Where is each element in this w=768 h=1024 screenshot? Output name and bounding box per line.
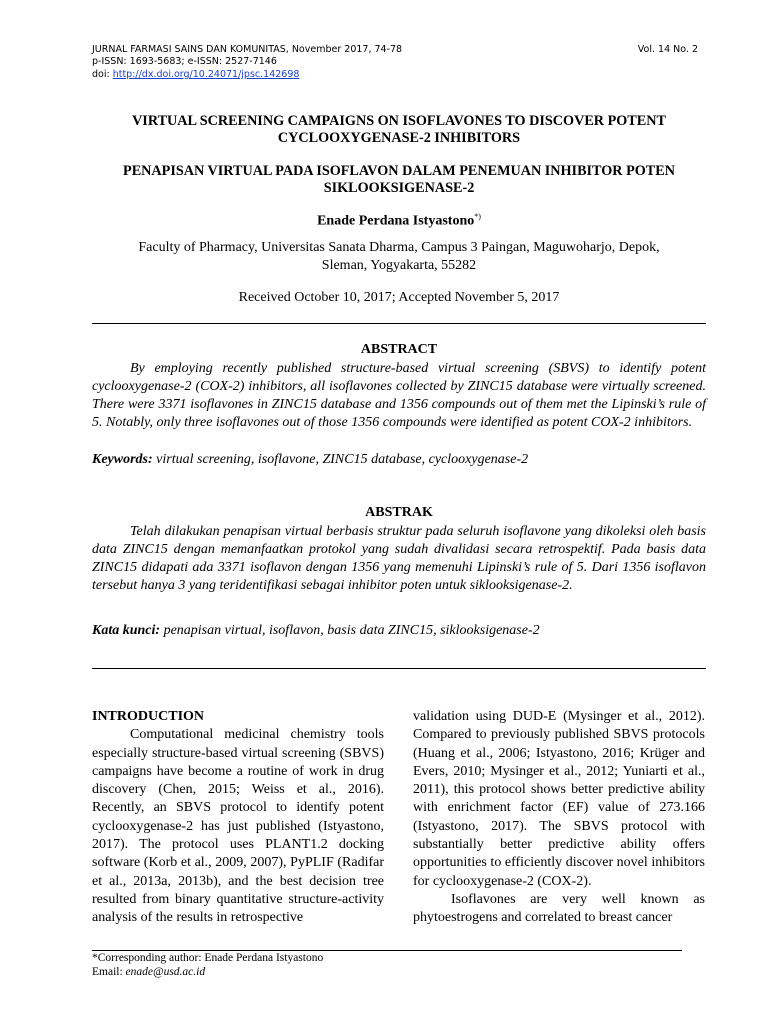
abstrak-heading: ABSTRAK — [365, 505, 433, 520]
introduction-heading: INTRODUCTION — [92, 709, 205, 724]
keywords-label: Keywords: — [92, 452, 153, 467]
doi-line — [92, 69, 698, 81]
journal-header — [92, 44, 698, 81]
affiliation-line-2: Sleman, Yogyakarta, 55282 — [321, 258, 477, 273]
affiliation — [92, 239, 706, 275]
abstract-text: By employing recently published structure-based virtual screening (SBVS) to identify potent cyclooxygenase-2 (COX-2) inhibitors, all isoflavones collected by ZINC15 database were virtually screened. There were 3371 isoflavones in ZINC15 database and 1356 compounds out of them met the Lipinski’s rule of 5. Notably, only three isoflavones out of those 1356 compounds were identified as potent COX-2 inhibitors. — [92, 361, 706, 430]
affiliation-line-1: Faculty of Pharmacy, Universitas Sanata Dharma, Campus 3 Paingan, Maguwoharjo, Depok, — [138, 240, 660, 255]
intro-paragraph-1-cont: validation using DUD-E (Mysinger et al., 2012). Compared to previously published SBVS protocols (Huang et al., 2006; Istyastono, 2016; Krüger and Evers, 2010; Mysinger et al., 2012; Yuniarti et al., 2011), this protocol shows better predictive ability with enrichment factor (EF) value of 273.166 (Istyastono, 2017). The SBVS protocol with substantially better predictive ability offers opportunities to efficiently discover novel inhibitors for cyclooxygenase-2 (COX-2). — [413, 709, 705, 889]
intro-paragraph-1: Computational medicinal chemistry tools especially structure-based virtual screening (SBVS) campaigns have become a routine of work in drug discovery (Chen, 2015; Weiss et al., 2016). Recently, an SBVS protocol to identify potent cyclooxygenase-2 has just published (Istyastono, 2017). The protocol uses PLANT1.2 docking software (Korb et al., 2009, 2007), PyPLIF (Radifar et al., 2013a, 2013b), and the best decision tree resulted from binary quantitative structure-activity analysis of the results in retrospective — [92, 727, 384, 926]
divider-bottom — [92, 668, 706, 669]
title-english-line-2: CYCLOOXYGENASE-2 INHIBITORS — [277, 130, 521, 146]
kata-kunci-text: penapisan virtual, isoflavon, basis data ZINC15, siklooksigenase-2 — [160, 623, 540, 638]
issn-line: p-ISSN: 1693-5683; e-ISSN: 2527-7146 — [92, 56, 277, 68]
journal-volume: Vol. 14 No. 2 — [637, 44, 698, 55]
doi-link[interactable]: http://dx.doi.org/10.24071/jpsc.142698 — [112, 68, 300, 80]
title-indonesian — [92, 163, 706, 197]
doi-label: doi: — [92, 68, 113, 80]
email-line — [92, 966, 323, 980]
right-column — [413, 708, 705, 928]
kata-kunci-label: Kata kunci: — [92, 623, 161, 638]
email-address[interactable]: enade@usd.ac.id — [125, 965, 206, 978]
footnote — [92, 952, 323, 979]
intro-paragraph-2: Isoflavones are very well known as phytoestrogens and correlated to breast cancer — [413, 891, 705, 926]
footnote-rule — [92, 950, 682, 951]
title-indonesian-line-1: PENAPISAN VIRTUAL PADA ISOFLAVON DALAM PENEMUAN INHIBITOR POTEN — [123, 163, 675, 179]
divider-top — [92, 323, 706, 324]
abstract-heading: ABSTRACT — [360, 342, 438, 357]
title-english — [92, 113, 706, 147]
left-column — [92, 708, 384, 928]
keywords-text: virtual screening, isoflavone, ZINC15 database, cyclooxygenase-2 — [152, 452, 529, 467]
abstrak-text: Telah dilakukan penapisan virtual berbasis struktur pada seluruh isoflavone yang dikoleksi oleh basis data ZINC15 dengan memanfaatkan protokol yang sudah divalidasi secara retrospektif. Pada basis data ZINC15 didapati ada 3371 isoflavon dengan 1356 yang memenuhi Lipinski’s rule of 5. Dari 1356 isoflavon tersebut hanya 3 yang teridentifikasi sebagai inhibitor poten untuk siklooksigenase-2. — [92, 524, 706, 593]
journal-citation: JURNAL FARMASI SAINS DAN KOMUNITAS, November 2017, 74-78 — [92, 44, 403, 55]
author-name — [92, 212, 706, 230]
keywords — [92, 452, 706, 468]
author-mark: *) — [474, 212, 481, 221]
corresponding-author: *Corresponding author: Enade Perdana Istyastono — [92, 952, 324, 964]
title-english-line-1: VIRTUAL SCREENING CAMPAIGNS ON ISOFLAVONES TO DISCOVER POTENT — [132, 113, 666, 129]
title-indonesian-line-2: SIKLOOKSIGENASE-2 — [323, 180, 475, 196]
author-text: Enade Perdana Istyastono — [317, 213, 475, 229]
email-label: Email: — [92, 965, 126, 978]
received-dates: Received October 10, 2017; Accepted November 5, 2017 — [238, 290, 560, 305]
kata-kunci — [92, 623, 706, 639]
